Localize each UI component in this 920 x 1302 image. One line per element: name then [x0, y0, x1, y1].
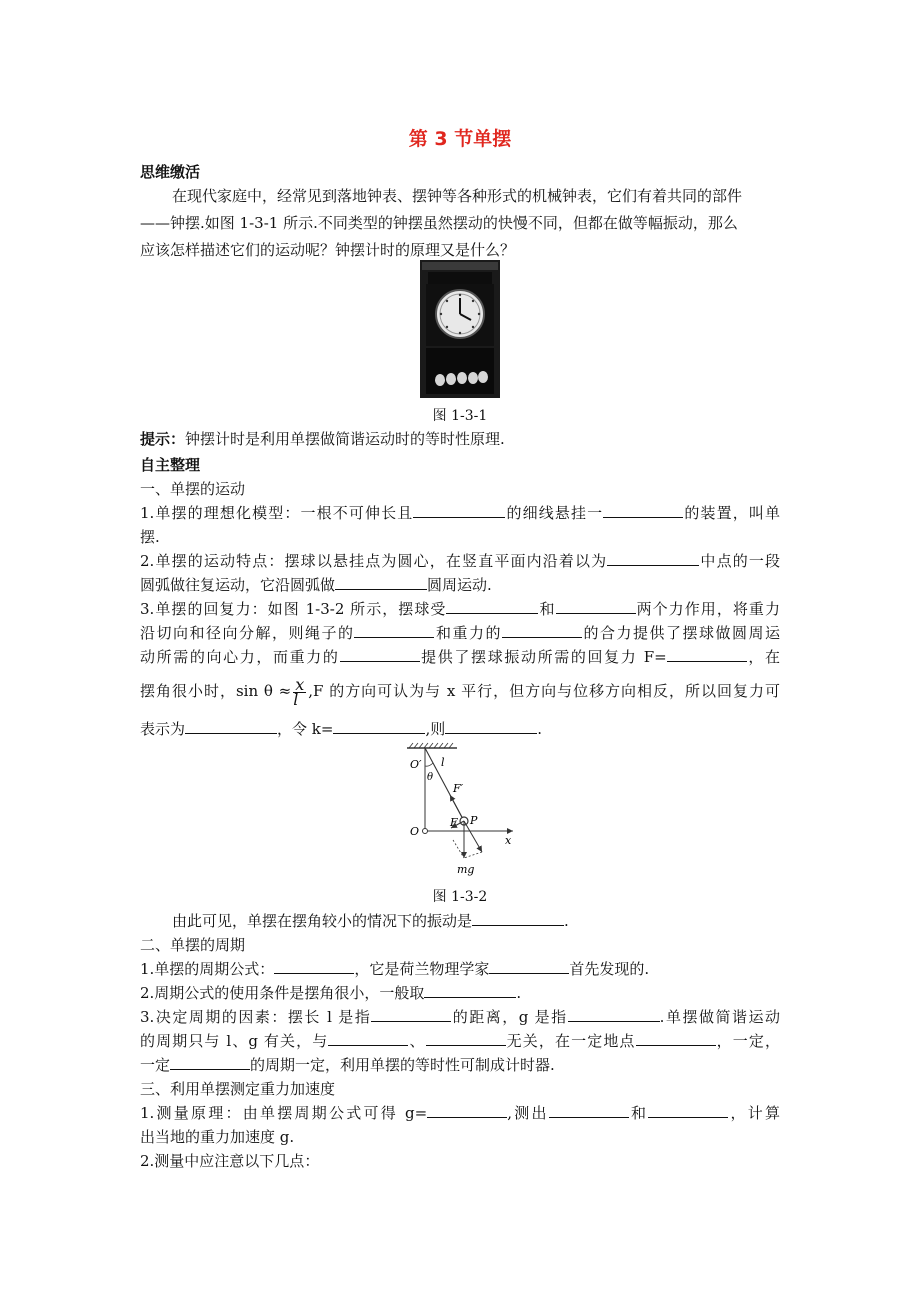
hint-label: 提示：	[140, 430, 186, 448]
fill-blank[interactable]	[354, 623, 434, 638]
figure-2-caption: 图 1-3-2	[432, 889, 488, 905]
s2-p1b: ，它是荷兰物理学家	[354, 960, 490, 978]
self-study-heading: 自主整理	[140, 456, 201, 474]
s1-p1-line2: 摆.	[140, 528, 160, 546]
s2-p3e: 、	[408, 1032, 426, 1050]
s2-p3d: 的周期只与 l、g 有关，与	[140, 1032, 329, 1050]
s1-p1-line1	[140, 503, 780, 523]
label-p: P	[470, 814, 478, 827]
s1-p3-line5	[140, 719, 780, 739]
s1-p2-line2	[140, 575, 780, 595]
s2-p3h: 一定	[140, 1056, 171, 1074]
fill-blank[interactable]	[427, 1103, 507, 1118]
s1-p3c: 两个力作用，将重力	[635, 600, 780, 618]
s2-p3-line3	[140, 1055, 780, 1075]
s2-p3f: 无关，在一定地点	[505, 1032, 636, 1050]
intro-line-1: 在现代家庭中，经常见到落地钟表、摆钟等各种形式的机械钟表，它们有着共同的部件	[172, 187, 743, 205]
label-f: F	[450, 816, 458, 829]
fill-blank[interactable]	[340, 647, 420, 662]
s3-p1-line2: 出当地的重力加速度 g.	[140, 1128, 295, 1146]
s1-p3j: 摆角很小时，sin θ ≈	[140, 682, 292, 700]
s1-p3-line4	[140, 676, 780, 707]
s2-p1	[140, 959, 780, 979]
s1-p3i: ，在	[746, 648, 780, 666]
s3-p1c: 和	[628, 1104, 649, 1122]
s2-p3b: 的距离，g 是指	[451, 1008, 568, 1026]
fraction-denominator: l	[293, 689, 299, 709]
label-o: O	[410, 825, 420, 838]
fill-blank[interactable]	[607, 551, 699, 566]
fill-blank[interactable]	[502, 623, 582, 638]
s2-p3-line2	[140, 1031, 780, 1051]
s2-p3-line1	[140, 1007, 780, 1027]
fill-blank[interactable]	[413, 503, 505, 518]
s2-p3i: 的周期一定，利用单摆的等时性可制成计时器.	[250, 1056, 555, 1074]
fill-blank[interactable]	[648, 1103, 728, 1118]
fill-blank[interactable]	[489, 959, 569, 974]
s1-p3m: ，令 k=	[277, 720, 334, 738]
s1-p3b: 和	[538, 600, 556, 618]
s1-p3l: 表示为	[140, 720, 186, 738]
s1-p1c: 的装置，叫单	[683, 504, 780, 522]
section-1-heading: 一、单摆的运动	[140, 480, 246, 498]
section-2-heading: 二、单摆的周期	[140, 936, 246, 954]
label-theta: θ	[427, 772, 434, 783]
s2-p2a: 2.周期公式的使用条件是摆角很小，一般取	[140, 984, 425, 1002]
fill-blank[interactable]	[335, 575, 427, 590]
s1-p2-line1	[140, 551, 780, 571]
s3-p1-line1	[140, 1103, 780, 1123]
s2-p3a: 3.决定周期的因素：摆长 l 是指	[140, 1008, 372, 1026]
s1-p3f: 的合力提供了摆球做圆周运	[581, 624, 780, 642]
fill-blank[interactable]	[603, 503, 683, 518]
s1-p3-line2	[140, 623, 780, 643]
intro-heading: 思维缴活	[140, 163, 201, 181]
fill-blank[interactable]	[424, 983, 516, 998]
s1-p3-line3	[140, 647, 780, 667]
conclusion-a: 由此可见，单摆在摆角较小的情况下的振动是	[172, 912, 473, 930]
section-3-heading: 三、利用单摆测定重力加速度	[140, 1080, 336, 1098]
s1-p3k: ,F 的方向可认为与 x 平行，但方向与位移方向相反，所以回复力可	[308, 682, 780, 700]
hint-text: 钟摆计时是利用单摆做简谐运动时的等时性原理.	[185, 430, 505, 448]
s1-p1b: 的细线悬挂一	[505, 504, 604, 522]
s1-p3d: 沿切向和径向分解，则绳子的	[140, 624, 355, 642]
fill-blank[interactable]	[568, 1007, 660, 1022]
fill-blank[interactable]	[667, 647, 747, 662]
fill-blank[interactable]	[170, 1055, 250, 1070]
s1-p3h: 提供了摆球振动所需的回复力 F=	[419, 648, 667, 666]
s2-p1c: 首先发现的.	[569, 960, 650, 978]
fill-blank[interactable]	[556, 599, 636, 614]
fill-blank[interactable]	[446, 599, 538, 614]
s1-p3a: 3.单摆的回复力：如图 1-3-2 所示，摆球受	[140, 600, 447, 618]
conclusion-line	[172, 911, 780, 931]
fill-blank[interactable]	[274, 959, 354, 974]
label-l: l	[441, 756, 445, 769]
s3-p1b: ,测出	[507, 1104, 549, 1122]
fill-blank[interactable]	[371, 1007, 451, 1022]
fraction-x-over-l	[293, 674, 306, 709]
fill-blank[interactable]	[445, 719, 537, 734]
s3-p1d: ，计算	[728, 1104, 780, 1122]
fill-blank[interactable]	[185, 719, 277, 734]
hint-line	[140, 429, 780, 449]
s3-p1a: 1.测量原理：由单摆周期公式可得 g=	[140, 1104, 428, 1122]
s1-p3o: .	[537, 720, 543, 738]
s1-p2d: 圆周运动.	[427, 576, 492, 594]
label-mg: mg	[457, 863, 475, 876]
conclusion-b: .	[564, 912, 569, 930]
label-x: x	[505, 834, 512, 847]
s2-p2	[140, 983, 780, 1003]
intro-line-2: ——钟摆.如图 1-3-1 所示.不同类型的钟摆虽然摆动的快慢不同，但都在做等幅振动，那么	[140, 214, 738, 232]
fill-blank[interactable]	[549, 1103, 629, 1118]
fraction-numerator: x	[295, 674, 305, 694]
label-f-prime: F′	[453, 782, 464, 795]
figure-1-caption: 图 1-3-1	[432, 408, 488, 424]
fill-blank[interactable]	[328, 1031, 408, 1046]
s1-p2a: 2.单摆的运动特点：摆球以悬挂点为圆心，在竖直平面内沿着以为	[140, 552, 608, 570]
s1-p2b: 中点的一段	[699, 552, 780, 570]
fill-blank[interactable]	[426, 1031, 506, 1046]
s1-p3n: ,则	[425, 720, 446, 738]
pendulum-force-diagram	[395, 740, 525, 880]
s3-p2: 2.测量中应注意以下几点：	[140, 1152, 320, 1170]
s2-p1a: 1.单摆的周期公式：	[140, 960, 275, 978]
label-o-prime: O′	[410, 758, 422, 771]
s2-p3c: .单摆做简谐运动	[659, 1008, 780, 1026]
s1-p2c: 圆弧做往复运动，它沿圆弧做	[140, 576, 336, 594]
fill-blank[interactable]	[636, 1031, 716, 1046]
pendulum-clock-photo	[420, 260, 500, 398]
s1-p3g: 动所需的向心力，而重力的	[140, 648, 340, 666]
s1-p3-line1	[140, 599, 780, 619]
intro-line-3: 应该怎样描述它们的运动呢？钟摆计时的原理又是什么？	[140, 241, 516, 259]
s1-p1a: 1.单摆的理想化模型：一根不可伸长且	[140, 504, 414, 522]
fill-blank[interactable]	[472, 911, 564, 926]
page-title: 第 3 节单摆	[408, 128, 512, 150]
s2-p3g: ，一定，	[715, 1032, 780, 1050]
fill-blank[interactable]	[333, 719, 425, 734]
s1-p3e: 和重力的	[434, 624, 502, 642]
s2-p2b: .	[516, 984, 522, 1002]
